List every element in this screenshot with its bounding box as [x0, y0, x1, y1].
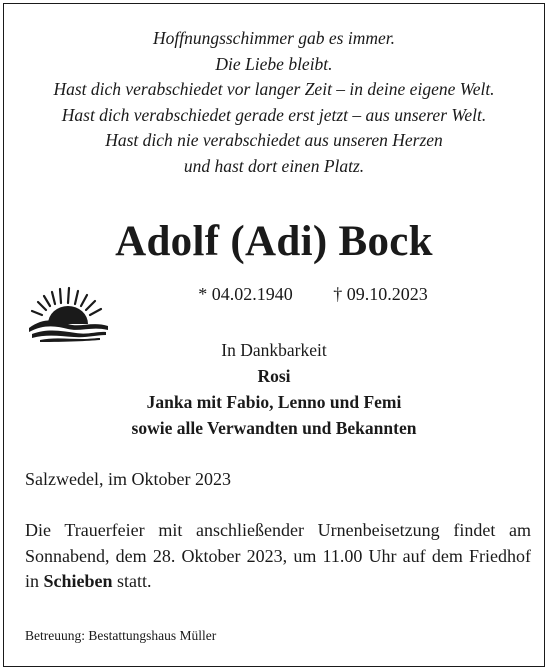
poem-line: Hoffnungsschimmer gab es immer.: [152, 28, 396, 48]
ceremony-location: Schieben: [43, 571, 113, 591]
mourners-block: [4, 337, 544, 441]
obituary-card: [3, 3, 545, 667]
funeral-home-credit: Betreuung: Bestattungshaus Müller: [25, 628, 217, 643]
poem-line: Hast dich verabschiedet vor langer Zeit – in deine eigene Welt.: [53, 79, 495, 99]
ceremony-text: Die Trauerfeier mit anschließender Urnenbeisetzung findet am Sonnabend, dem 28. Oktober 2023, um 11.00 Uhr auf dem Friedhof in: [25, 520, 531, 591]
poem-line: Hast dich nie verabschiedet aus unseren Herzen: [105, 130, 443, 150]
ceremony-notice: [25, 518, 531, 595]
poem-line: Hast dich verabschiedet gerade erst jetzt – aus unserer Welt.: [61, 104, 487, 125]
mourner-line: sowie alle Verwandten und Bekannten: [131, 418, 417, 438]
birth-date: * 04.02.1940: [198, 284, 293, 304]
memorial-poem: [4, 26, 544, 179]
life-dates: [4, 284, 544, 305]
mourner-line: Rosi: [257, 366, 291, 386]
poem-line: Die Liebe bleibt.: [215, 53, 333, 74]
mourner-line: Janka mit Fabio, Lenno und Femi: [146, 392, 402, 412]
ceremony-text-end: statt.: [112, 571, 152, 591]
place-and-date: Salzwedel, im Oktober 2023: [25, 469, 231, 489]
death-date: † 09.10.2023: [333, 284, 428, 304]
poem-line: und hast dort einen Platz.: [183, 155, 365, 176]
deceased-name: Adolf (Adi) Bock: [115, 218, 433, 265]
thanks-intro: In Dankbarkeit: [221, 340, 327, 360]
